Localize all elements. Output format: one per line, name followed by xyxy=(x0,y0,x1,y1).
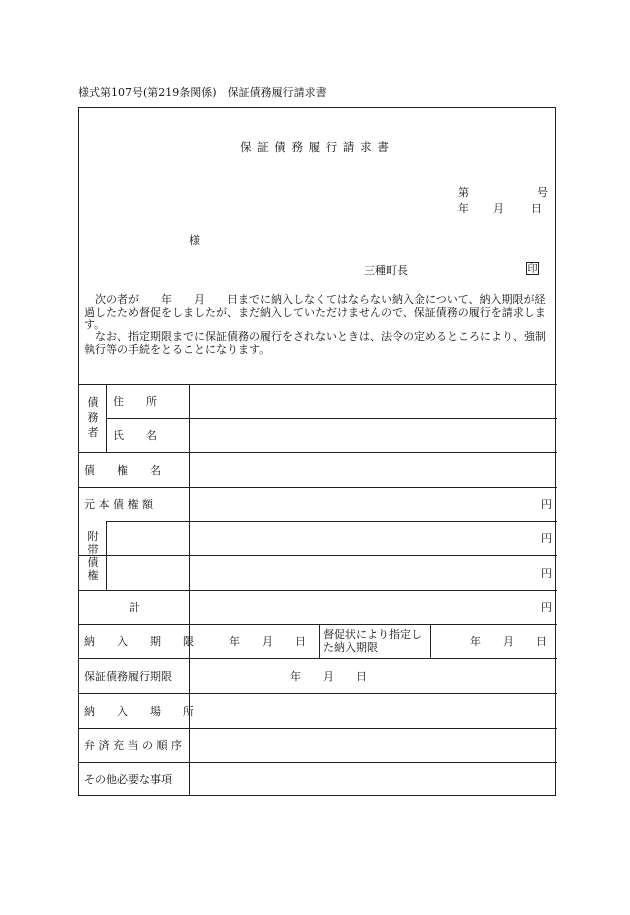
body-paragraph-1: 次の者が 年 月 日までに納入しなくてはならない納入金について、納入期限が経過したため督促をしましたが、まだ納入していただけませんので、保証債務の履行を請求します。 xyxy=(84,293,546,331)
date-month-label: 月 xyxy=(493,202,504,215)
principal-yen: 円 xyxy=(541,498,552,511)
designated-deadline-date: 年 月 日 xyxy=(470,635,547,648)
claim-name-label: 債 権 名 xyxy=(84,463,161,477)
seal-mark: 印 xyxy=(527,264,538,275)
payment-deadline-date: 年 月 日 xyxy=(229,635,306,648)
debtor-label: 債務者 xyxy=(87,396,99,439)
issuer-name: 三種町長 xyxy=(364,264,408,277)
repayment-order-label: 弁 済 充 当 の 順 序 xyxy=(84,739,182,752)
attached-claim-1-yen: 円 xyxy=(541,532,552,545)
addressee-honorific: 様 xyxy=(189,234,200,247)
payment-deadline-label: 納 入 期 限 xyxy=(84,635,194,648)
form-caption: 様式第107号(第219条関係) 保証債務履行請求書 xyxy=(78,86,327,99)
designated-deadline-label: 督促状により指定した納入期限 xyxy=(323,628,422,654)
payment-place-label: 納 入 場 所 xyxy=(84,704,194,718)
doc-number-suffix: 号 xyxy=(537,186,548,199)
body-paragraph-2: なお、指定期限までに保証債務の履行をされないときは、法令の定めるところにより、強制執行等の手続をとることになります。 xyxy=(84,330,546,356)
guarantee-claim-form xyxy=(78,107,556,796)
address-label: 住 所 xyxy=(113,395,157,408)
principal-amount-label: 元 本 債 権 額 xyxy=(84,498,153,511)
guarantee-deadline-label: 保証債務履行期限 xyxy=(84,669,172,683)
attached-claim-2-yen: 円 xyxy=(541,567,552,580)
date-year-label: 年 xyxy=(458,202,469,215)
form-title: 保 証 債 務 履 行 請 求 書 xyxy=(240,140,390,154)
name-label: 氏 名 xyxy=(113,429,157,442)
guarantee-deadline-date: 年 月 日 xyxy=(290,669,367,683)
attached-claims-label: 附帯債権 xyxy=(87,530,99,582)
total-yen: 円 xyxy=(541,601,552,614)
doc-number-prefix: 第 xyxy=(458,186,469,199)
total-label: 計 xyxy=(129,601,140,614)
other-matters-label: その他必要な事項 xyxy=(84,773,172,786)
date-day-label: 日 xyxy=(531,202,542,215)
